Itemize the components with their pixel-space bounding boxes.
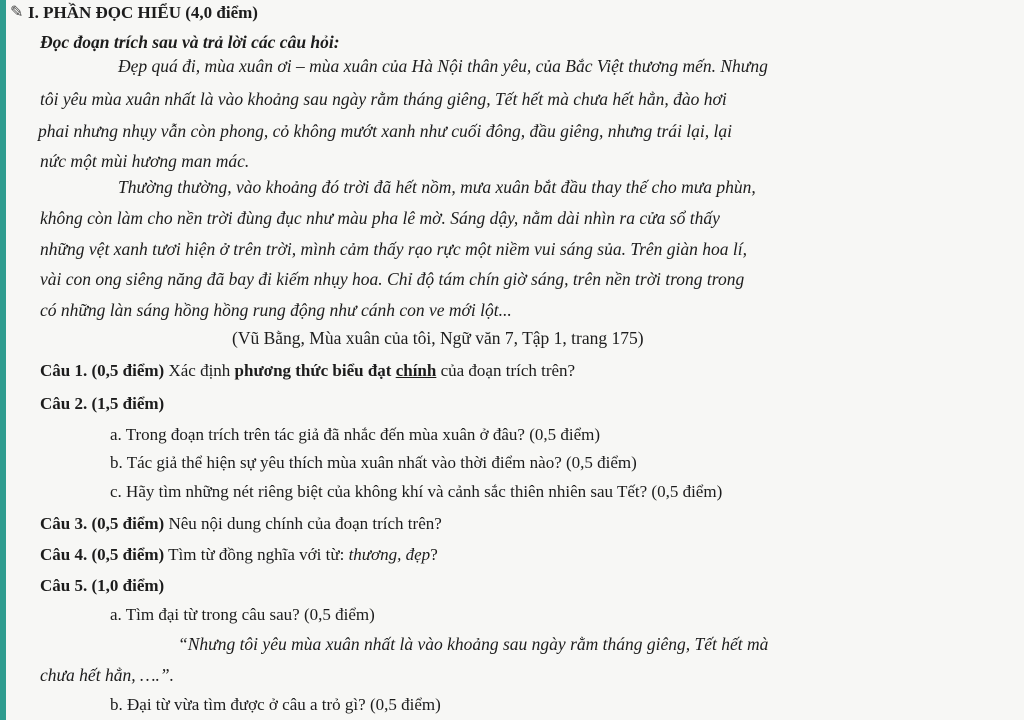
question-1-text-b: phương thức biểu đạt — [234, 361, 396, 380]
question-5b: b. Đại từ vừa tìm được ở câu a trỏ gì? (0,5 điểm) — [110, 695, 441, 714]
passage-line: có những làn sáng hồng hồng rung động như cánh con ve mới lột... — [40, 300, 512, 320]
question-5-quote-line-2: chưa hết hẳn, ….”. — [40, 665, 174, 685]
passage-line: không còn làm cho nền trời đùng đục như màu pha lê mờ. Sáng dậy, nằm dài nhìn ra cửa sổ thấy — [40, 208, 720, 228]
question-2b: b. Tác giả thể hiện sự yêu thích mùa xuân nhất vào thời điểm nào? (0,5 điểm) — [110, 453, 637, 472]
question-4-label: Câu 4. (0,5 điểm) — [40, 545, 165, 564]
question-1 — [40, 360, 575, 382]
question-5-label: Câu 5. (1,0 điểm) — [40, 576, 165, 595]
pen-mark-icon: ✎ — [10, 4, 24, 21]
question-3-text: Nêu nội dung chính của đoạn trích trên? — [164, 514, 442, 533]
passage-line: Thường thường, vào khoảng đó trời đã hết nồm, mưa xuân bắt đầu thay thế cho mưa phùn, — [118, 177, 756, 197]
passage-line: vài con ong siêng năng đã bay đi kiếm nhụy hoa. Chỉ độ tám chín giờ sáng, trên nền trời trong trong — [40, 269, 745, 289]
question-5a: a. Tìm đại từ trong câu sau? (0,5 điểm) — [110, 605, 375, 624]
question-3 — [40, 513, 442, 535]
question-4 — [40, 544, 438, 566]
passage-line: nức một mùi hương man mác. — [40, 151, 250, 171]
question-5-quote-line-1: “Nhưng tôi yêu mùa xuân nhất là vào khoảng sau ngày rằm tháng giêng, Tết hết mà — [178, 634, 769, 654]
passage-line: Đẹp quá đi, mùa xuân ơi – mùa xuân của Hà Nội thân yêu, của Bắc Việt thương mến. Nhưng — [118, 56, 768, 76]
passage-line: tôi yêu mùa xuân nhất là vào khoảng sau ngày rằm tháng giêng, Tết hết mà chưa hết hẳn, đào hơi — [40, 89, 727, 109]
section-title: I. PHẦN ĐỌC HIỂU (4,0 điểm) — [28, 3, 258, 22]
question-4-words: thương, đẹp — [348, 545, 431, 564]
question-1-text-d: của đoạn trích trên? — [436, 361, 576, 380]
question-2c: c. Hãy tìm những nét riêng biệt của không khí và cảnh sắc thiên nhiên sau Tết? (0,5 điểm) — [110, 482, 723, 501]
question-4-end: ? — [430, 545, 438, 564]
instruction: Đọc đoạn trích sau và trả lời các câu hỏi: — [40, 32, 340, 52]
question-1-label: Câu 1. (0,5 điểm) — [40, 361, 165, 380]
question-2a: a. Trong đoạn trích trên tác giả đã nhắc đến mùa xuân ở đâu? (0,5 điểm) — [110, 425, 601, 444]
question-1-text-a: Xác định — [168, 361, 235, 380]
passage-line: phai nhưng nhụy vẫn còn phong, cỏ không mướt xanh như cuối đông, đầu giêng, nhưng trái lại, lại — [38, 121, 732, 141]
left-edge-border — [0, 0, 6, 720]
source-citation: (Vũ Bằng, Mùa xuân của tôi, Ngữ văn 7, Tập 1, trang 175) — [232, 328, 644, 348]
question-2-label: Câu 2. (1,5 điểm) — [40, 394, 165, 413]
passage-line: những vệt xanh tươi hiện ở trên trời, mình cảm thấy rạo rực một niềm vui sáng sủa. Trên giàn hoa lí, — [40, 239, 748, 259]
question-4-text: Tìm từ đồng nghĩa với từ: — [164, 545, 349, 564]
question-3-label: Câu 3. (0,5 điểm) — [40, 514, 165, 533]
question-1-text-c: chính — [395, 361, 437, 380]
